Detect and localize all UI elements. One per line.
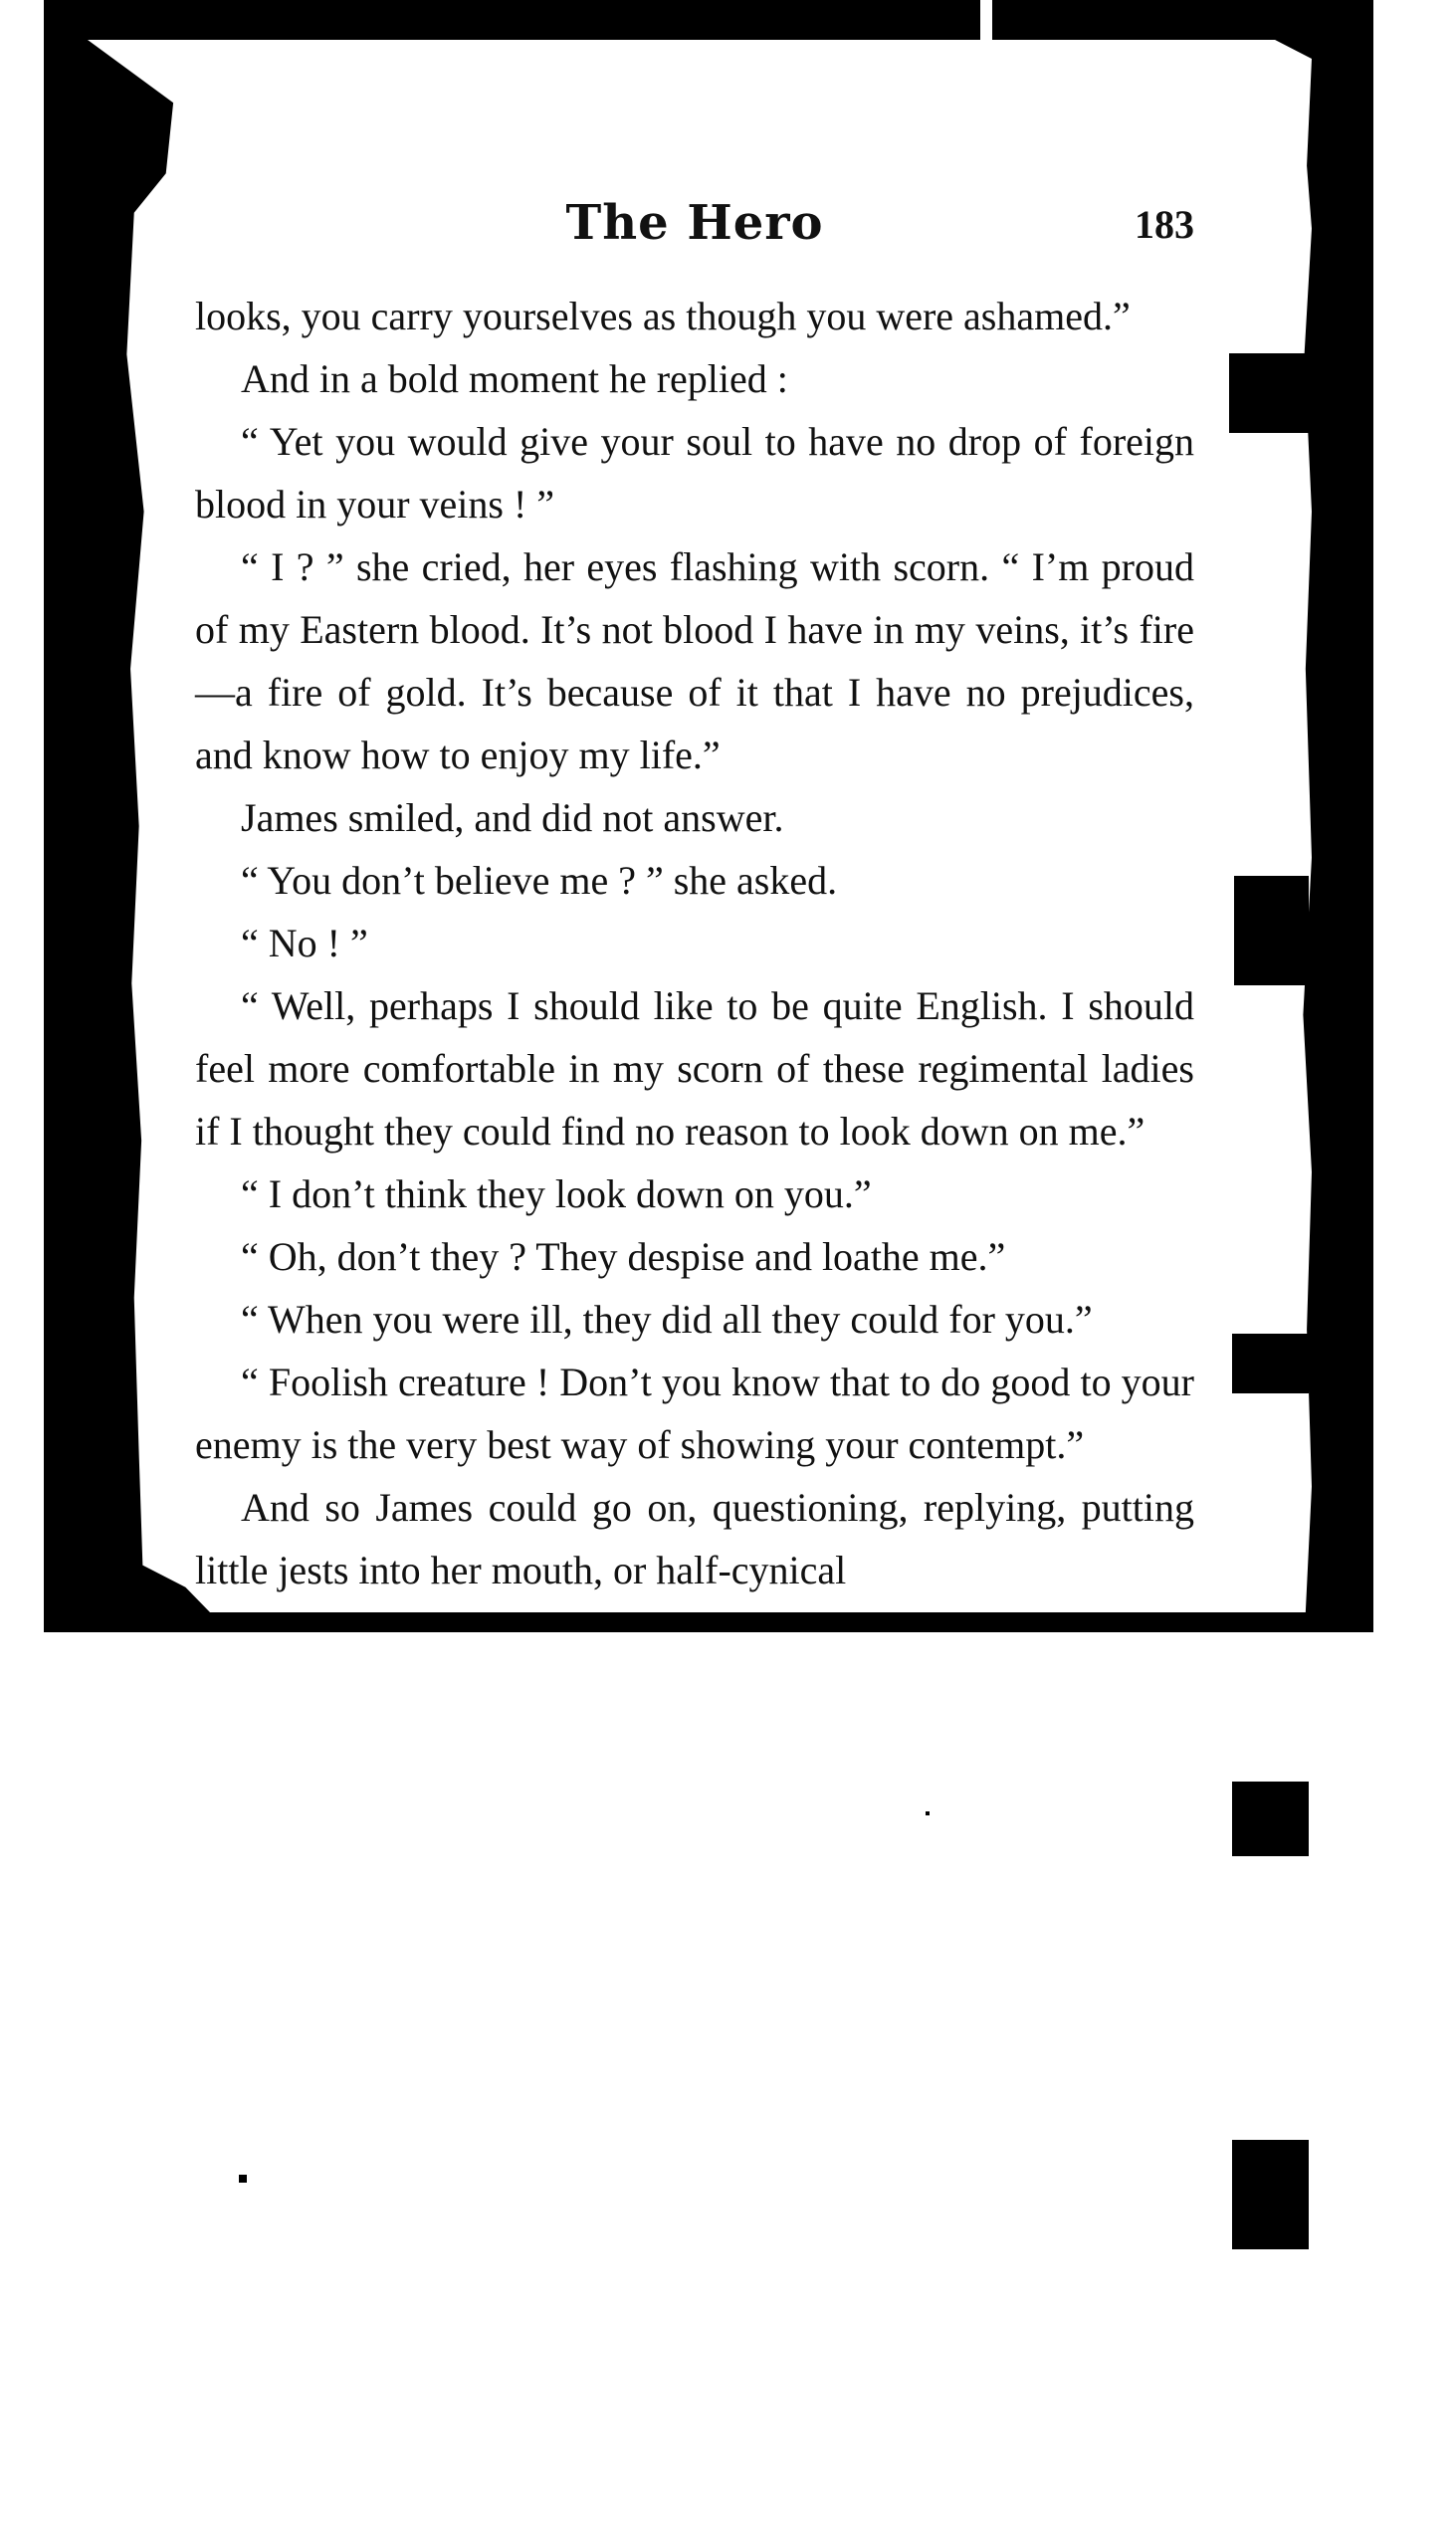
page-number: 183 — [1135, 202, 1194, 247]
paragraph: “ I don’t think they look down on you.” — [241, 1171, 872, 1216]
paragraph: “ You don’t believe me ? ” she asked. — [241, 858, 838, 903]
paragraph: And in a bold moment he replied : — [241, 356, 788, 401]
paragraph: “ When you were ill, they did all they could for you.” — [241, 1297, 1093, 1342]
paragraph: “ I ? ” she cried, her eyes flashing with scorn. “ I’m proud of my Eastern blood. It’s not blood I have in my veins, it’s fire—a fire of gold. It’s because of it that I have no prejudices, and know how to enjoy my life.” — [195, 544, 1194, 777]
paragraph: “ Oh, don’t they ? They despise and loathe me.” — [241, 1234, 1006, 1279]
paragraph: “ No ! ” — [241, 921, 368, 965]
paragraph: James smiled, and did not answer. — [241, 795, 784, 840]
paragraph: looks, you carry yourselves as though you were ashamed.” — [195, 294, 1131, 338]
paragraph: “ Yet you would give your soul to have no drop of foreign blood in your veins ! ” — [195, 419, 1194, 527]
paragraph: And so James could go on, questioning, replying, putting little jests into her mouth, or half-cynical — [195, 1485, 1194, 1592]
paragraph: “ Foolish creature ! Don’t you know that to do good to your enemy is the very best way of showing your contempt.” — [195, 1360, 1194, 1467]
running-title: The Hero — [565, 195, 824, 251]
scan-speck — [926, 1811, 930, 1815]
page-header — [195, 189, 1194, 259]
scan-edge-mark — [1234, 876, 1309, 985]
body-text — [195, 285, 1194, 1601]
scan-edge-mark — [1232, 1334, 1309, 1393]
paragraph: “ Well, perhaps I should like to be quite English. I should feel more comfortable in my scorn of these regimental ladies if I thought they could find no reason to look down on me.” — [195, 983, 1194, 1154]
scan-edge-mark — [1229, 353, 1309, 433]
scan-speck — [239, 2175, 247, 2183]
scan-edge-mark — [1232, 1782, 1309, 1856]
scan-edge-mark — [1232, 2140, 1309, 2249]
